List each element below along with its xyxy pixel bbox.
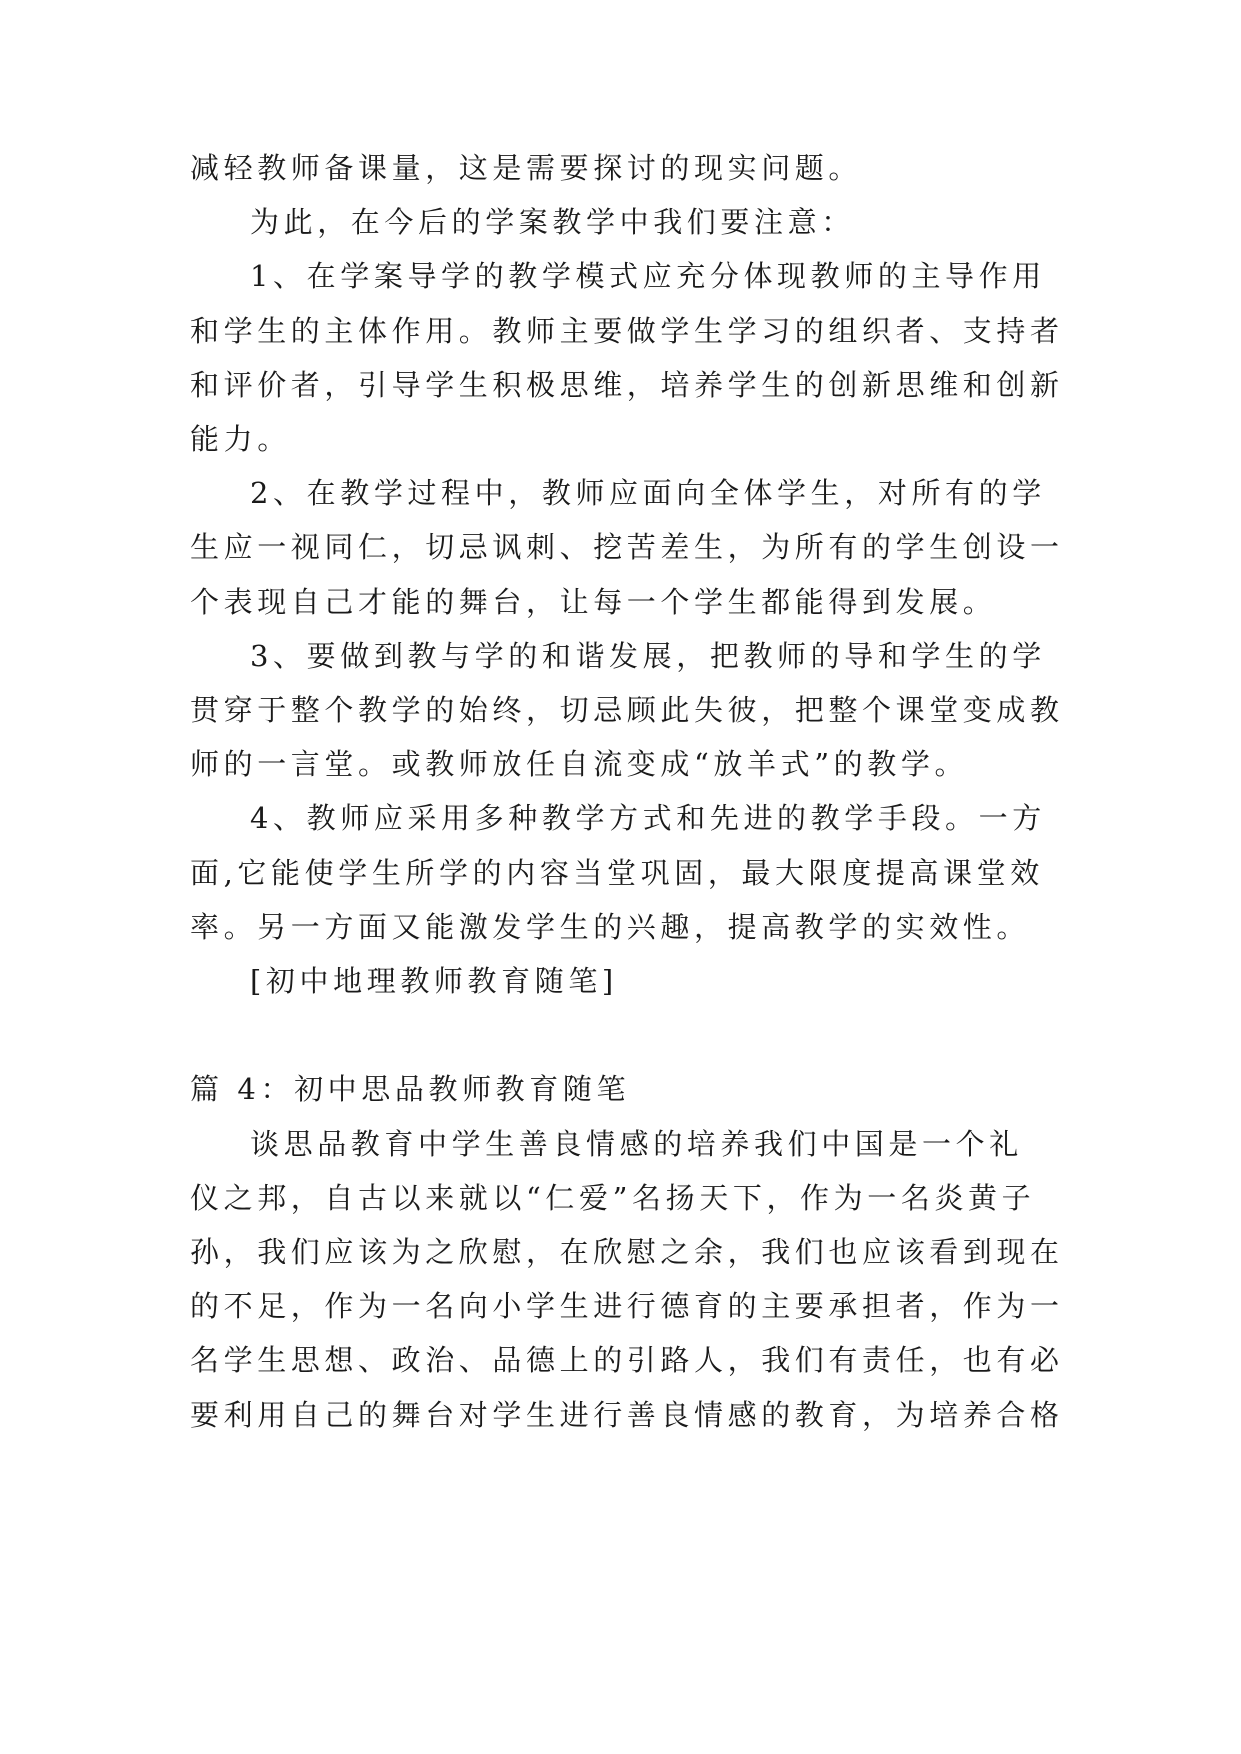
text-line: 孙，我们应该为之欣慰，在欣慰之余，我们也应该看到现在 bbox=[190, 1235, 1064, 1269]
text-line: 1、在学案导学的教学模式应充分体现教师的主导作用 bbox=[250, 259, 1046, 293]
text-line: 能力。 bbox=[190, 422, 291, 456]
text-line: 名学生思想、政治、品德上的引路人，我们有责任，也有必 bbox=[190, 1343, 1064, 1377]
section-source-note: [初中地理教师教育随笔] bbox=[250, 964, 618, 998]
text-line: 师的一言堂。或教师放任自流变成“放羊式”的教学。 bbox=[190, 747, 969, 781]
text-line: 4、教师应采用多种教学方式和先进的教学手段。一方 bbox=[250, 801, 1046, 835]
text-line: 生应一视同仁，切忌讽刺、挖苦差生，为所有的学生创设一 bbox=[190, 530, 1064, 564]
text-line: 为此，在今后的学案教学中我们要注意： bbox=[250, 205, 855, 239]
text-line: 仪之邦，自古以来就以“仁爱”名扬天下，作为一名炎黄子 bbox=[190, 1181, 1036, 1215]
text-line: 谈思品教育中学生善良情感的培养我们中国是一个礼 bbox=[250, 1127, 1023, 1161]
text-line: 减轻教师备课量，这是需要探讨的现实问题。 bbox=[190, 151, 863, 185]
text-line: 和学生的主体作用。教师主要做学生学习的组织者、支持者 bbox=[190, 314, 1064, 348]
text-line: 要利用自己的舞台对学生进行善良情感的教育，为培养合格 bbox=[190, 1398, 1064, 1432]
section-heading: 篇 4：初中思品教师教育随笔 bbox=[190, 1072, 631, 1106]
text-line: 面,它能使学生所学的内容当堂巩固，最大限度提高课堂效 bbox=[190, 856, 1044, 890]
text-line: 2、在教学过程中，教师应面向全体学生，对所有的学 bbox=[250, 476, 1046, 510]
text-line: 的不足，作为一名向小学生进行德育的主要承担者，作为一 bbox=[190, 1289, 1064, 1323]
text-line: 和评价者，引导学生积极思维，培养学生的创新思维和创新 bbox=[190, 368, 1064, 402]
text-line: 个表现自己才能的舞台，让每一个学生都能得到发展。 bbox=[190, 585, 997, 619]
text-line: 率。另一方面又能激发学生的兴趣，提高教学的实效性。 bbox=[190, 910, 1031, 944]
text-line: 3、要做到教与学的和谐发展，把教师的导和学生的学 bbox=[250, 639, 1046, 673]
text-line: 贯穿于整个教学的始终，切忌顾此失彼，把整个课堂变成教 bbox=[190, 693, 1064, 727]
